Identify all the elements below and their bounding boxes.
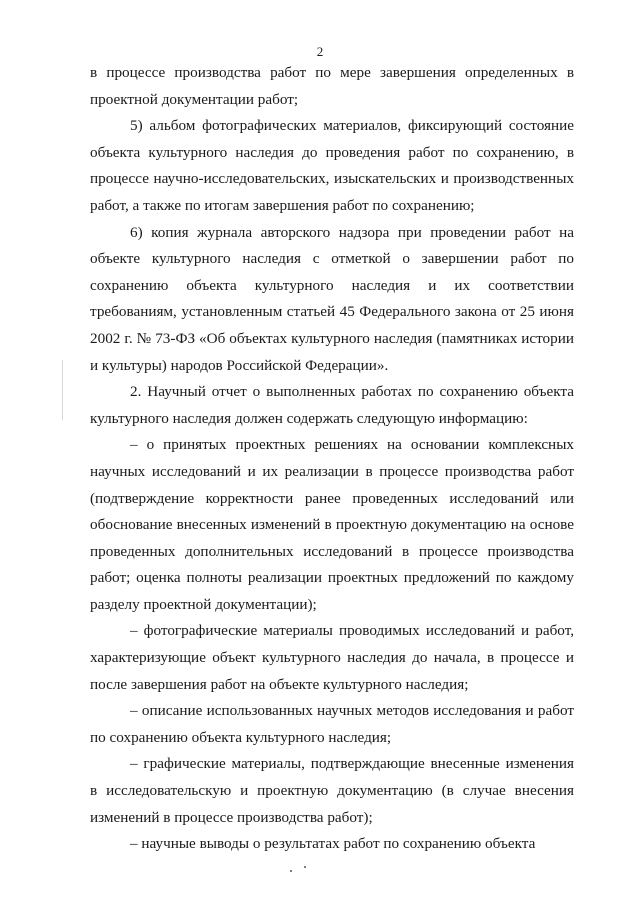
list-item-graphic-materials: – графические материалы, подтверждающие внесенные изменения в исследовательскую и проектную документацию (в случае внесения изменений в процессе производства работ); bbox=[90, 755, 574, 826]
paragraph-section-2: 2. Научный отчет о выполненных работах по сохранению объекта культурного наследия должен содержать следующую информацию: bbox=[90, 383, 574, 427]
list-item-conclusions: – научные выводы о результатах работ по сохранению объекта bbox=[130, 835, 536, 853]
scan-margin-line bbox=[62, 360, 63, 420]
scan-speck bbox=[304, 866, 306, 868]
list-item-design-decisions: – о принятых проектных решениях на основании комплексных научных исследований и их реализации в процессе производства работ (подтверждение корректности ранее проведенных исследований или обоснование внесенных изменений в проектную документацию на основе проведенных дополнительных исследований в процессе производства работ; оценка полноты реализации проектных предложений по каждому разделу проектной документации); bbox=[90, 436, 574, 613]
paragraph-item-5: 5) альбом фотографических материалов, фиксирующий состояние объекта культурного наследия до проведения работ по сохранению, в процессе научно-исследовательских, изыскательских и производственных работ, а также по итогам завершения работ по сохранению; bbox=[90, 117, 574, 214]
paragraph-continuation: в процессе производства работ по мере завершения определенных в проектной документации работ; bbox=[90, 64, 574, 108]
scan-speck bbox=[290, 870, 292, 872]
document-body bbox=[90, 60, 574, 858]
paragraph-item-6: 6) копия журнала авторского надзора при проведении работ на объекте культурного наследия с отметкой о завершении работ по сохранению объекта культурного наследия и их соответствии требованиям, установленным статьей 45 Федерального закона от 25 июня 2002 г. № 73-ФЗ «Об объектах культурного наследия (памятниках истории и культуры) народов Российской Федерации». bbox=[90, 223, 574, 374]
list-item-methods: – описание использованных научных методов исследования и работ по сохранению объекта культурного наследия; bbox=[90, 702, 574, 746]
page-number: 2 bbox=[316, 44, 324, 59]
list-item-photo-materials: – фотографические материалы проводимых исследований и работ, характеризующие объект культурного наследия до начала, в процессе и после завершения работ на объекте культурного наследия; bbox=[90, 622, 574, 693]
